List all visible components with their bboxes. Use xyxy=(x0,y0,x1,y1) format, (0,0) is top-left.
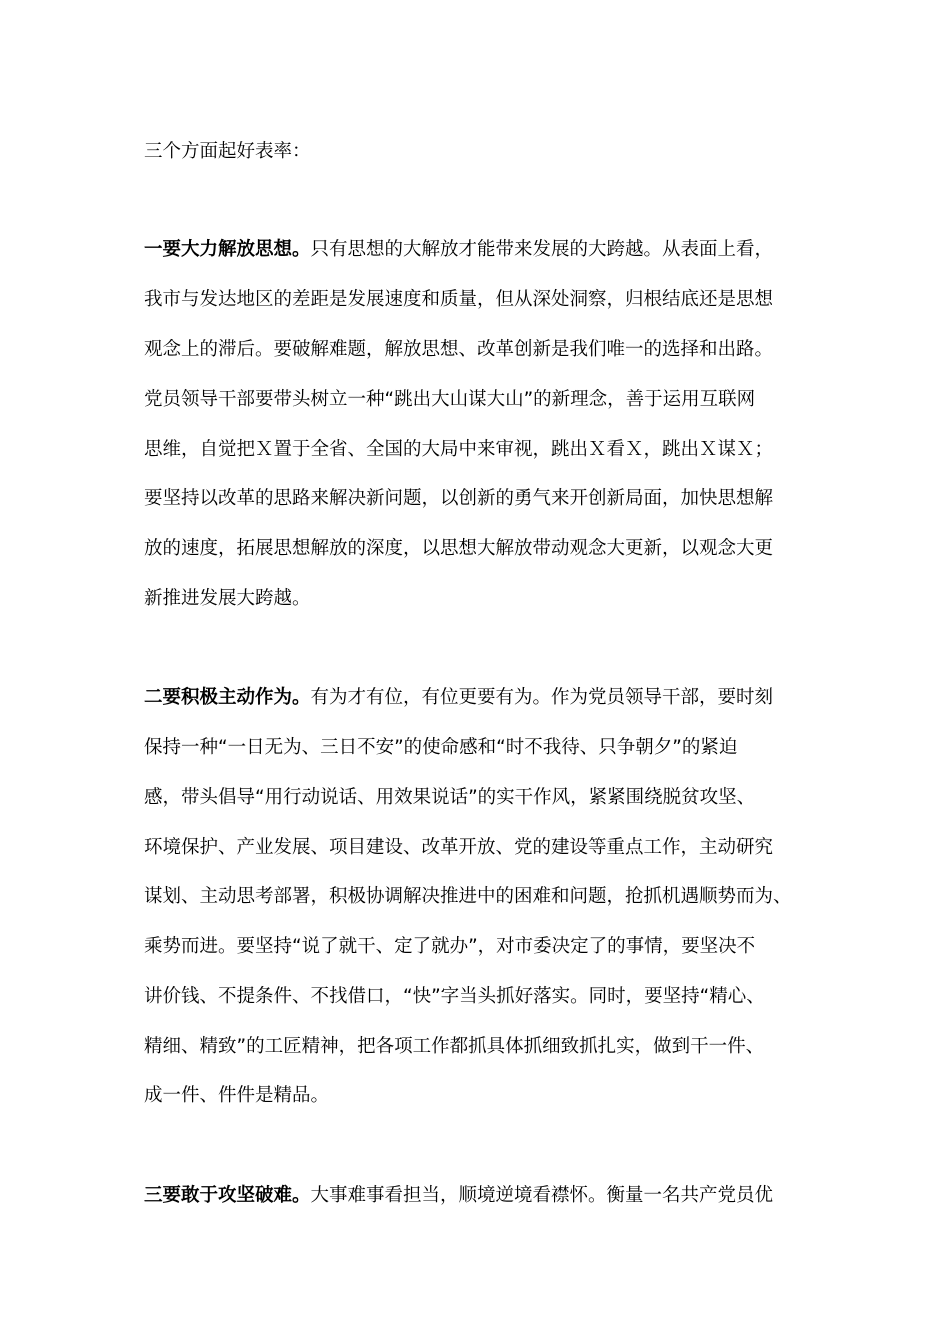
paragraph-2-heading: 二要积极主动作为。 xyxy=(144,687,311,708)
paragraph-1-line-8: 新推进发展大跨越。 xyxy=(144,588,311,609)
intro-line: 三个方面起好表率： xyxy=(144,141,311,162)
paragraph-2-line-8: 精细、精致”的工匠精神，把各项工作都抓具体抓细致抓扎实，做到干一件、 xyxy=(144,1036,765,1057)
paragraph-2-line-6: 乘势而进。要坚持“说了就干、定了就办”，对市委决定了的事情，要坚决不 xyxy=(144,936,756,957)
paragraph-2-line-3: 感，带头倡导“用行动说话、用效果说话”的实干作风，紧紧围绕脱贫攻坚、 xyxy=(144,787,756,808)
paragraph-2-text: 有为才有位，有位更要有为。作为党员领导干部，要时刻 xyxy=(310,687,774,708)
paragraph-1-line-1 xyxy=(144,237,773,263)
paragraph-1-line-6: 要坚持以改革的思路来解决新问题，以创新的勇气来开创新局面，加快思想解 xyxy=(144,488,774,509)
paragraph-2-line-7: 讲价钱、不提条件、不找借口，“快”字当头抓好落实。同时，要坚持“精心、 xyxy=(144,986,765,1007)
paragraph-3-heading: 三要敢于攻坚破难。 xyxy=(144,1185,311,1206)
paragraph-2-line-4: 环境保护、产业发展、项目建设、改革开放、党的建设等重点工作，主动研究 xyxy=(144,837,774,858)
paragraph-1-line-5: 思维，自觉把Ｘ置于全省、全国的大局中来审视，跳出Ｘ看Ｘ，跳出Ｘ谋Ｘ； xyxy=(144,439,774,460)
paragraph-1-line-4: 党员领导干部要带头树立一种“跳出大山谋大山”的新理念，善于运用互联网 xyxy=(144,389,756,410)
paragraph-2-line-2: 保持一种“一日无为、三日不安”的使命感和“时不我待、只争朝夕”的紧迫 xyxy=(144,737,738,758)
paragraph-3-line-1 xyxy=(144,1183,773,1209)
paragraph-2-line-9: 成一件、件件是精品。 xyxy=(144,1085,330,1106)
paragraph-1-heading: 一要大力解放思想。 xyxy=(144,239,311,260)
paragraph-2-line-5: 谋划、主动思考部署，积极协调解决推进中的困难和问题，抢抓机遇顺势而为、 xyxy=(144,886,792,907)
paragraph-3-text: 大事难事看担当，顺境逆境看襟怀。衡量一名共产党员优 xyxy=(310,1185,774,1206)
paragraph-1-text: 只有思想的大解放才能带来发展的大跨越。从表面上看， xyxy=(310,239,774,260)
paragraph-1-line-7: 放的速度，拓展思想解放的深度，以思想大解放带动观念大更新，以观念大更 xyxy=(144,538,774,559)
paragraph-2-line-1 xyxy=(144,685,773,711)
paragraph-1-line-2: 我市与发达地区的差距是发展速度和质量，但从深处洞察，归根结底还是思想 xyxy=(144,289,774,310)
paragraph-1-line-3: 观念上的滞后。要破解难题，解放思想、改革创新是我们唯一的选择和出路。 xyxy=(144,339,774,360)
